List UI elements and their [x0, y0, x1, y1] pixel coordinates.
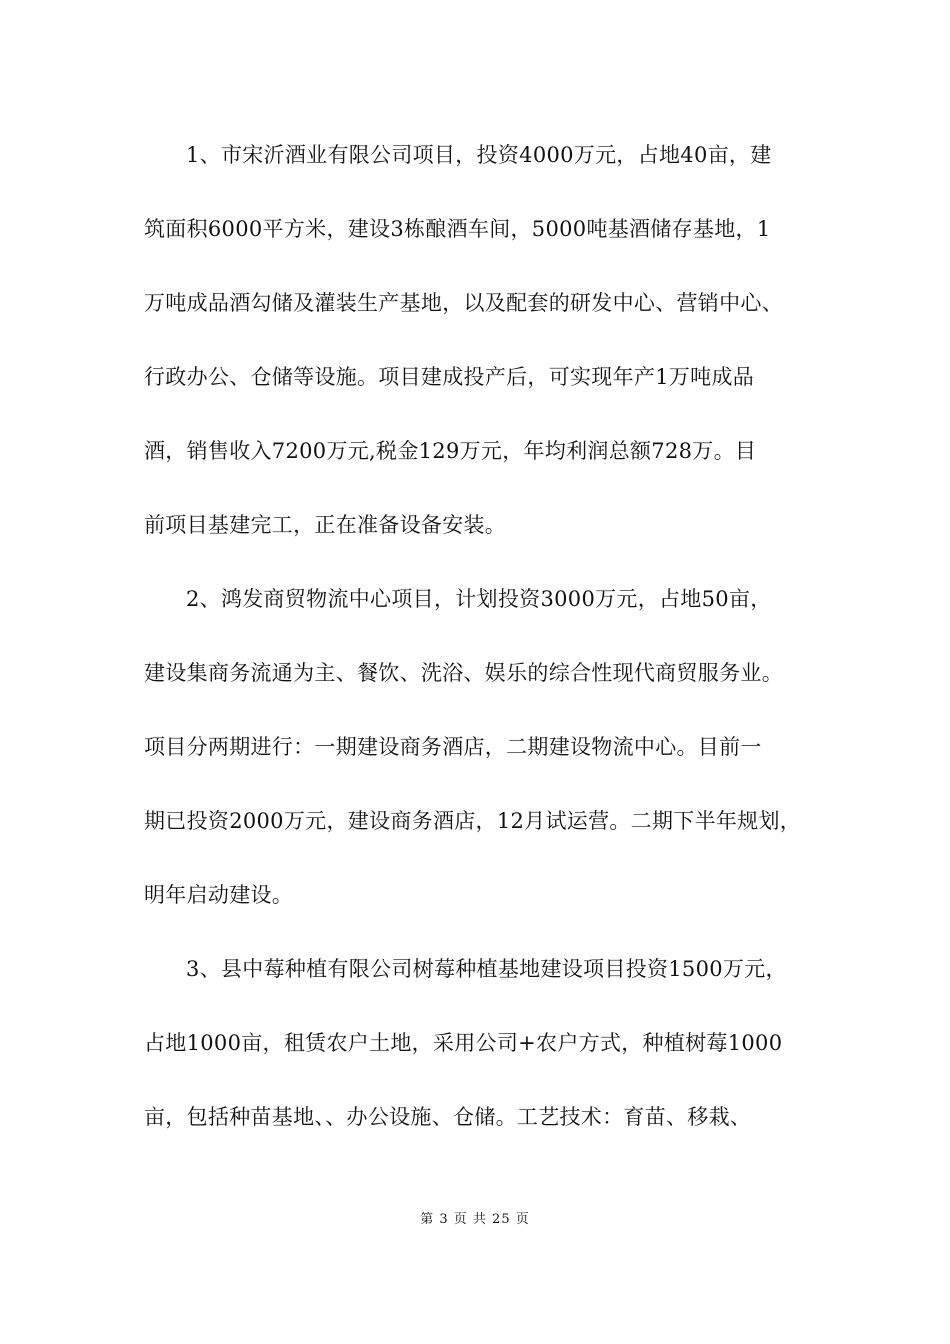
paragraph-2-line-5: 明年启动建设。	[144, 883, 294, 907]
paragraph-1-line-1: 1、市宋沂酒业有限公司项目，投资4000万元，占地40亩，建	[186, 143, 772, 167]
paragraph-3-line-3: 亩，包括种苗基地、、办公设施、仓储。工艺技术：育苗、移栽、	[144, 1105, 752, 1129]
paragraph-2-line-3: 项目分两期进行：一期建设商务酒店，二期建设物流中心。目前一	[144, 735, 762, 759]
paragraph-1-line-6: 前项目基建完工，正在准备设备安装。	[144, 513, 507, 537]
paragraph-1-line-2: 筑面积6000平方米，建设3栋酿酒车间，5000吨基酒储存基地，1	[144, 217, 771, 241]
paragraph-1-line-5: 酒，销售收入7200万元,税金129万元，年均利润总额728万。目	[144, 439, 757, 463]
paragraph-2-line-4: 期已投资2000万元，建设商务酒店，12月试运营。二期下半年规划，	[144, 809, 802, 833]
paragraph-3-line-1: 3、县中莓种植有限公司树莓种植基地建设项目投资1500万元，	[186, 957, 787, 981]
paragraph-2-line-1: 2、鸿发商贸物流中心项目，计划投资3000万元，占地50亩，	[186, 587, 772, 611]
paragraph-2-line-2: 建设集商务流通为主、餐饮、洗浴、娱乐的综合性现代商贸服务业。	[144, 661, 783, 685]
paragraph-1-line-4: 行政办公、仓储等设施。项目建成投产后，可实现年产1万吨成品	[144, 365, 755, 389]
paragraph-3-line-2: 占地1000亩，租赁农户土地，采用公司+农户方式，种植树莓1000	[144, 1031, 783, 1055]
paragraph-1-line-3: 万吨成品酒勾储及灌装生产基地，以及配套的研发中心、营销中心、	[144, 291, 783, 315]
page-number-footer: 第 3 页 共 25 页	[420, 1212, 530, 1227]
